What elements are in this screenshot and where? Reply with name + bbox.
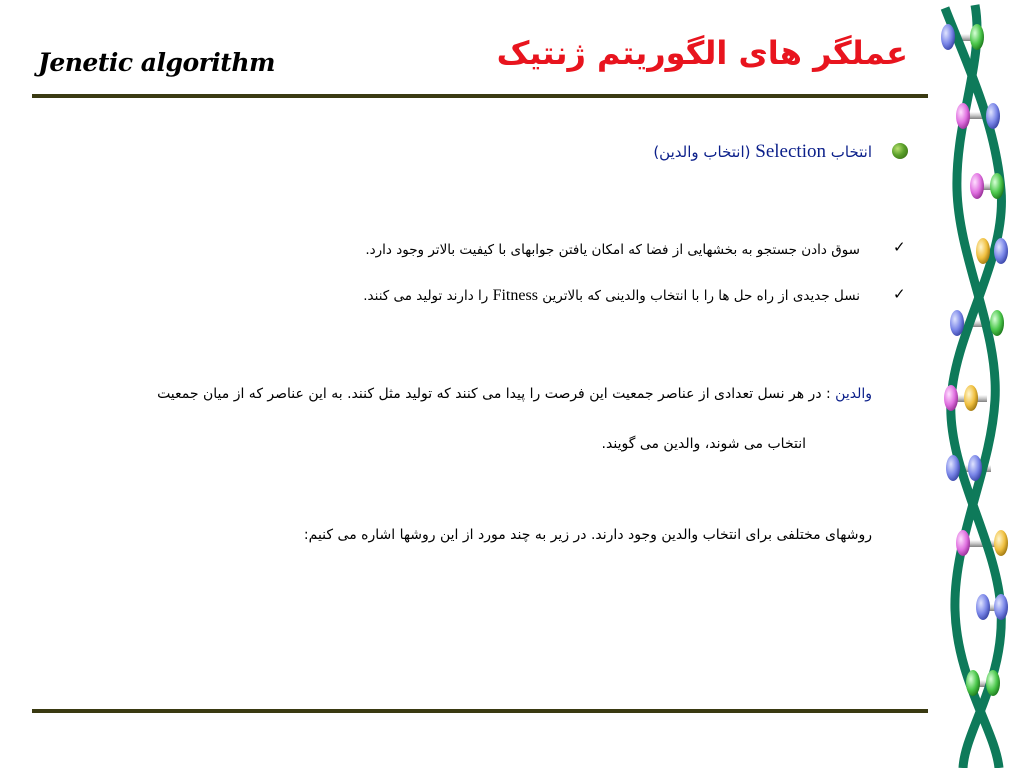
top-rule [32,94,928,98]
parents-term: والدین [835,386,872,402]
parents-definition: : در هر نسل تعدادی از عناصر جمعیت این فرصت را پیدا می کنند که تولید مثل کنند. به این عناصر که از میان جمعیت [157,386,836,402]
section-latin: Selection [755,141,826,162]
section-heading [653,141,872,163]
check-item-2 [363,287,860,305]
check-item-2-latin: Fitness [492,287,538,304]
check-icon: ✓ [893,285,906,303]
page-title: عملگر های الگوریتم ژنتیک [496,34,908,72]
methods-text: روشهای مختلفی برای انتخاب والدین وجود دارند. در زیر به چند مورد از این روشها اشاره می کنیم: [303,527,872,543]
check-item-1: سوق دادن جستجو به بخشهایی از فضا که امکان یافتن جوابهای با کیفیت بالاتر وجود دارد. [365,242,860,258]
check-item-2-after: را دارند تولید می کنند. [363,288,489,304]
check-item-2-before: نسل جدیدی از راه حل ها را با انتخاب والدینی که بالاترین [542,288,860,304]
dna-helix-icon [935,0,1024,768]
green-ball-icon [892,143,908,159]
section-prefix: انتخاب [830,143,872,161]
bottom-rule [32,709,928,713]
parents-line-2: انتخاب می شوند، والدین می گویند. [601,436,806,452]
title-english: Jenetic algorithm [38,48,275,77]
parents-line-1 [157,386,872,402]
section-suffix: (انتخاب والدین) [653,143,751,161]
check-icon: ✓ [893,238,906,256]
